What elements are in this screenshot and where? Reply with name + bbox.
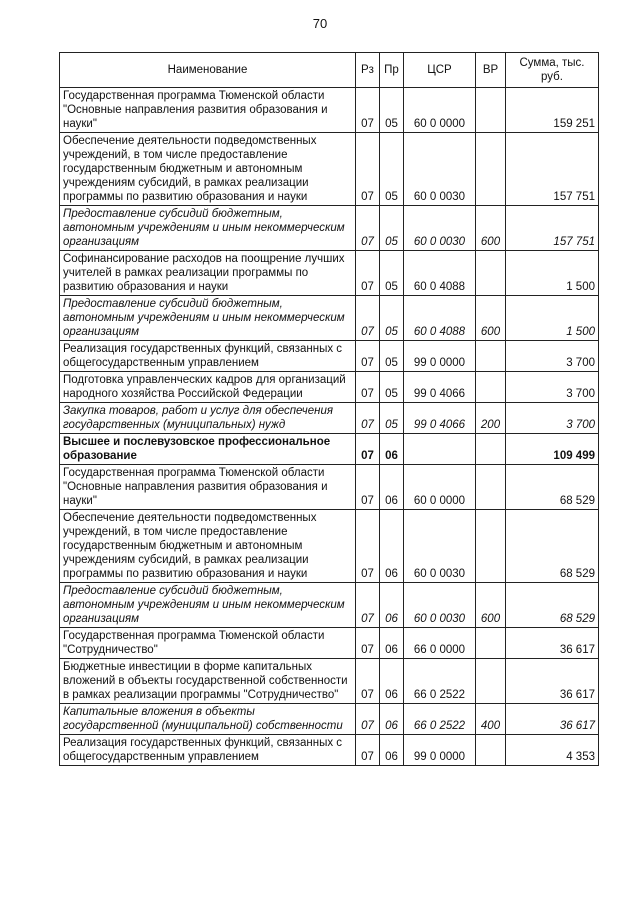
header-vr: ВР (476, 53, 506, 88)
header-name: Наименование (60, 53, 356, 88)
cell-pr: 05 (380, 206, 404, 251)
cell-rz: 07 (356, 628, 380, 659)
cell-csr: 99 0 4066 (404, 403, 476, 434)
cell-csr: 60 0 0030 (404, 206, 476, 251)
cell-vr (476, 735, 506, 766)
cell-rz: 07 (356, 372, 380, 403)
cell-name: Обеспечение деятельности подведомственных учреждений, в том числе предоставление государственным бюджетным и автономным учреждениям субсидий, в рамках реализации программы по развитию образования и науки (60, 510, 356, 583)
cell-vr (476, 434, 506, 465)
table-row (60, 583, 599, 628)
cell-pr: 05 (380, 133, 404, 206)
cell-pr: 05 (380, 341, 404, 372)
cell-rz: 07 (356, 704, 380, 735)
budget-table (59, 52, 599, 766)
cell-name: Софинансирование расходов на поощрение лучших учителей в рамках реализации программы по развитию образования и науки (60, 251, 356, 296)
cell-name: Капитальные вложения в объекты государственной (муниципальной) собственности (60, 704, 356, 735)
cell-vr (476, 628, 506, 659)
header-csr: ЦСР (404, 53, 476, 88)
cell-rz: 07 (356, 465, 380, 510)
cell-sum: 36 617 (506, 659, 599, 704)
cell-rz: 07 (356, 735, 380, 766)
cell-pr: 05 (380, 88, 404, 133)
cell-pr: 06 (380, 465, 404, 510)
cell-pr: 05 (380, 296, 404, 341)
cell-vr (476, 465, 506, 510)
cell-pr: 06 (380, 583, 404, 628)
cell-name: Предоставление субсидий бюджетным, автономным учреждениям и иным некоммерческим организациям (60, 206, 356, 251)
cell-csr: 60 0 0000 (404, 88, 476, 133)
cell-rz: 07 (356, 403, 380, 434)
cell-rz: 07 (356, 251, 380, 296)
table-row (60, 341, 599, 372)
cell-name: Предоставление субсидий бюджетным, автономным учреждениям и иным некоммерческим организациям (60, 296, 356, 341)
cell-csr: 60 0 4088 (404, 251, 476, 296)
cell-rz: 07 (356, 133, 380, 206)
table-row (60, 403, 599, 434)
cell-sum: 1 500 (506, 296, 599, 341)
cell-name: Государственная программа Тюменской области "Основные направления развития образования и науки" (60, 465, 356, 510)
cell-vr (476, 133, 506, 206)
cell-csr: 99 0 4066 (404, 372, 476, 403)
cell-sum: 4 353 (506, 735, 599, 766)
cell-rz: 07 (356, 583, 380, 628)
table-row (60, 510, 599, 583)
cell-sum: 3 700 (506, 372, 599, 403)
cell-vr (476, 510, 506, 583)
cell-name: Обеспечение деятельности подведомственных учреждений, в том числе предоставление государственным бюджетным и автономным учреждениям субсидий, в рамках реализации программы по развитию образования и науки (60, 133, 356, 206)
header-sum: Сумма, тыс. руб. (506, 53, 599, 88)
cell-vr: 600 (476, 206, 506, 251)
cell-sum: 36 617 (506, 628, 599, 659)
cell-sum: 36 617 (506, 704, 599, 735)
cell-name: Реализация государственных функций, связанных с общегосударственным управлением (60, 341, 356, 372)
cell-rz: 07 (356, 510, 380, 583)
cell-pr: 06 (380, 510, 404, 583)
cell-vr: 200 (476, 403, 506, 434)
table-row (60, 206, 599, 251)
table-row (60, 296, 599, 341)
cell-name: Государственная программа Тюменской области "Сотрудничество" (60, 628, 356, 659)
cell-name: Закупка товаров, работ и услуг для обеспечения государственных (муниципальных) нужд (60, 403, 356, 434)
cell-vr (476, 372, 506, 403)
cell-csr: 66 0 2522 (404, 704, 476, 735)
table-row (60, 251, 599, 296)
cell-vr (476, 88, 506, 133)
cell-csr: 99 0 0000 (404, 735, 476, 766)
cell-pr: 05 (380, 372, 404, 403)
table-row (60, 372, 599, 403)
header-pr: Пр (380, 53, 404, 88)
cell-sum: 3 700 (506, 403, 599, 434)
cell-name: Предоставление субсидий бюджетным, автономным учреждениям и иным некоммерческим организациям (60, 583, 356, 628)
table-row (60, 659, 599, 704)
cell-vr (476, 659, 506, 704)
cell-sum: 68 529 (506, 510, 599, 583)
cell-csr: 60 0 0030 (404, 583, 476, 628)
cell-vr: 600 (476, 296, 506, 341)
cell-sum: 159 251 (506, 88, 599, 133)
cell-csr: 60 0 0000 (404, 465, 476, 510)
cell-sum: 1 500 (506, 251, 599, 296)
cell-sum: 157 751 (506, 206, 599, 251)
cell-vr (476, 341, 506, 372)
cell-pr: 06 (380, 659, 404, 704)
cell-sum: 157 751 (506, 133, 599, 206)
cell-pr: 06 (380, 735, 404, 766)
page-number: 70 (312, 16, 328, 31)
cell-csr: 60 0 4088 (404, 296, 476, 341)
cell-pr: 05 (380, 251, 404, 296)
table-row (60, 133, 599, 206)
cell-pr: 06 (380, 628, 404, 659)
table-row (60, 628, 599, 659)
cell-rz: 07 (356, 341, 380, 372)
cell-csr: 60 0 0030 (404, 133, 476, 206)
cell-pr: 06 (380, 704, 404, 735)
cell-sum: 68 529 (506, 583, 599, 628)
table-body (60, 88, 599, 766)
cell-csr: 66 0 0000 (404, 628, 476, 659)
table-row (60, 465, 599, 510)
cell-rz: 07 (356, 434, 380, 465)
cell-name: Бюджетные инвестиции в форме капитальных вложений в объекты государственной собственности в рамках реализации программы "Сотрудничество" (60, 659, 356, 704)
cell-name: Реализация государственных функций, связанных с общегосударственным управлением (60, 735, 356, 766)
table-row (60, 735, 599, 766)
cell-rz: 07 (356, 659, 380, 704)
cell-rz: 07 (356, 88, 380, 133)
cell-sum: 3 700 (506, 341, 599, 372)
cell-name: Подготовка управленческих кадров для организаций народного хозяйства Российской Федерации (60, 372, 356, 403)
cell-rz: 07 (356, 206, 380, 251)
header-rz: Рз (356, 53, 380, 88)
cell-vr: 400 (476, 704, 506, 735)
cell-vr: 600 (476, 583, 506, 628)
cell-sum: 68 529 (506, 465, 599, 510)
cell-csr: 66 0 2522 (404, 659, 476, 704)
cell-name: Государственная программа Тюменской области "Основные направления развития образования и науки" (60, 88, 356, 133)
table-row (60, 434, 599, 465)
table-row (60, 88, 599, 133)
cell-pr: 06 (380, 434, 404, 465)
cell-pr: 05 (380, 403, 404, 434)
table-row (60, 704, 599, 735)
cell-vr (476, 251, 506, 296)
cell-name: Высшее и послевузовское профессиональное образование (60, 434, 356, 465)
cell-rz: 07 (356, 296, 380, 341)
cell-sum: 109 499 (506, 434, 599, 465)
cell-csr: 99 0 0000 (404, 341, 476, 372)
cell-csr: 60 0 0030 (404, 510, 476, 583)
table-header-row (60, 53, 599, 88)
cell-csr (404, 434, 476, 465)
